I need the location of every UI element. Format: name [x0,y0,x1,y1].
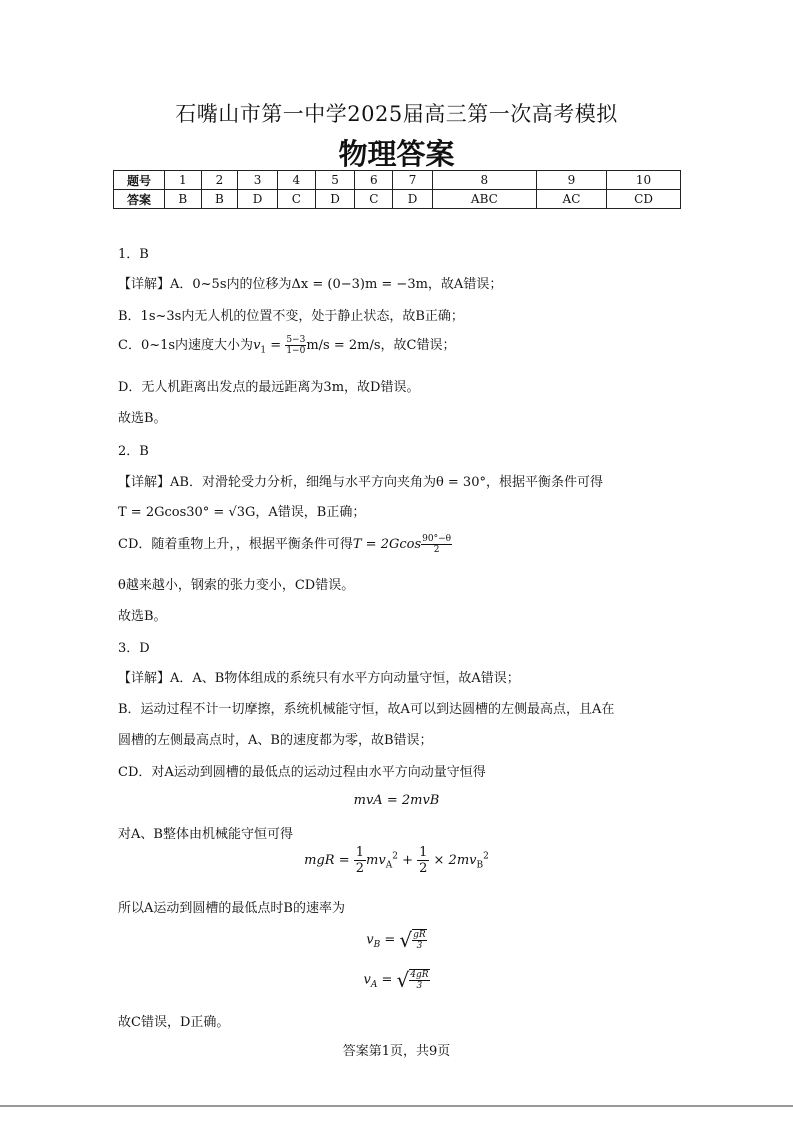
q1-c-prefix: C．0~1s内速度大小为 [118,338,254,353]
q3-va-equation: $v_A$ = √ $\frac{4gR}{3}$ [363,968,429,992]
q3-vb-sqrt [399,928,426,952]
table-cell: B [201,190,238,209]
table-cell: AC [536,190,606,209]
bottom-divider [0,1105,793,1107]
q3-va-rad-den: 3 [416,981,423,991]
q1-choice: 故选B。 [118,411,167,426]
q3-momentum-equation: mvA = 2mvB [353,793,440,808]
q3-va-lhs: v [363,972,371,988]
q2-choice: 故选B。 [118,609,167,624]
table-cell: 3 [238,171,278,190]
q1-option-c [118,334,455,356]
table-cell: 7 [393,171,433,190]
q1-option-b: B．1s~3s内无人机的位置不变，处于静止状态，故B正确； [118,309,464,324]
q2-detail-cd [118,533,452,555]
table-cell: 1 [165,171,202,190]
document-title: 石嘴山市第一中学2025届高三第一次高考模拟 [175,102,618,126]
q2-cd-prefix: CD．随着重物上升，，根据平衡条件可得 [118,537,353,552]
q3-half-2-num: 1 [419,845,428,860]
q3-option-b-line-1: B．运动过程不计一切摩擦，系统机械能守恒，故A可以到达圆槽的左侧最高点，且A在 [118,702,615,717]
q3-va-sqrt [397,968,430,992]
sqrt-icon: √ [396,968,410,992]
q3-half-1 [354,845,366,876]
q3-vb-rad-num: gR [413,930,426,940]
q3-vb-sub: B [373,940,381,951]
q2-equation-1: T = 2Gcos30° = √3G，A错误，B正确； [118,505,366,520]
q3-half-2-den: 2 [419,861,428,876]
q3-energy-plus: + [397,853,418,868]
answer-table [113,170,681,209]
q3-half-2 [417,845,429,876]
table-cell: D [238,190,278,209]
table-cell: ABC [432,190,536,209]
q1-heading: 1．B [118,247,149,262]
table-cell: CD [607,190,681,209]
q3-sub-a: A [385,860,393,871]
q1-c-fraction [285,335,306,356]
table-cell: 5 [315,171,355,190]
q2-cd-eq: T = 2Gcos [352,537,422,552]
q2-cd-line-2: θ越来越小，钢索的张力变小，CD错误。 [118,578,355,593]
q3-half-1-num: 1 [355,845,365,860]
q3-energy-mid: mv [366,853,386,868]
q3-sup-2a: 2 [392,851,398,862]
q1-c-sub: 1 [260,345,267,356]
q3-option-b-line-2: 圆槽的左侧最高点时，A、B的速度都为零，故B错误； [118,733,433,748]
q1-c-postfix: m/s = 2m/s，故C错误； [306,338,456,353]
question-number-header: 题号 [114,171,165,190]
table-cell: D [315,190,355,209]
q1-c-num: 5−3 [286,335,306,345]
q3-sub-b: B [476,860,484,871]
q3-vb-lhs: v [366,932,374,948]
q1-detail-a: 【详解】A．0~5s内的位移为Δx = (0−3)m = −3m，故A错误； [118,277,503,292]
q3-sup-2b: 2 [483,851,489,862]
q3-energy-intro: 对A、B整体由机械能守恒可得 [118,827,293,842]
table-cell: B [165,190,202,209]
question-number-row [114,171,681,190]
q3-vb-rad-den: 3 [416,941,423,951]
q2-cd-num: 90°−θ [422,534,452,544]
q3-detail-cd: CD．对A运动到圆槽的最低点的运动过程由水平方向动量守恒得 [118,765,486,780]
table-cell: C [277,190,315,209]
q3-rate-intro: 所以A运动到圆槽的最低点时B的速率为 [118,901,345,916]
q1-c-den: 1−0 [286,346,306,356]
table-cell: 6 [355,171,393,190]
q3-conclusion: 故C错误，D正确。 [118,1015,230,1030]
table-cell: 4 [277,171,315,190]
q3-va-rad-num: 4gR [410,970,429,980]
q3-va-sub: A [370,980,378,991]
table-cell: 10 [607,171,681,190]
table-cell: 8 [432,171,536,190]
table-cell: C [355,190,393,209]
q2-cd-den: 2 [433,545,440,555]
q3-half-1-den: 2 [355,861,365,876]
document-subtitle: 物理答案 [338,137,455,171]
q1-c-v: v [253,338,261,353]
q3-energy-right: × 2mv [429,853,477,868]
q1-c-eq: = [266,338,286,353]
q2-heading: 2．B [118,444,149,459]
table-cell: 9 [536,171,606,190]
q3-energy-left: mgR = [304,853,354,868]
q2-cd-fraction [421,534,452,555]
page-footer: 答案第1页，共9页 [342,1044,451,1059]
q3-energy-equation [0,845,793,876]
table-cell: D [393,190,433,209]
answer-row [114,190,681,209]
q2-detail-ab: 【详解】AB．对滑轮受力分析，细绳与水平方向夹角为θ = 30°，根据平衡条件可得 [118,475,603,490]
q1-option-d: D．无人机距离出发点的最远距离为3m，故D错误。 [118,380,420,395]
table-cell: 2 [201,171,238,190]
q3-vb-equation: $v_B$ = √ $\frac{gR}{3}$ [366,928,426,952]
q3-heading: 3．D [118,641,150,656]
sqrt-icon: √ [399,928,413,952]
answer-header: 答案 [114,190,165,209]
q3-detail-a: 【详解】A．A、B物体组成的系统只有水平方向动量守恒，故A错误； [118,671,520,686]
